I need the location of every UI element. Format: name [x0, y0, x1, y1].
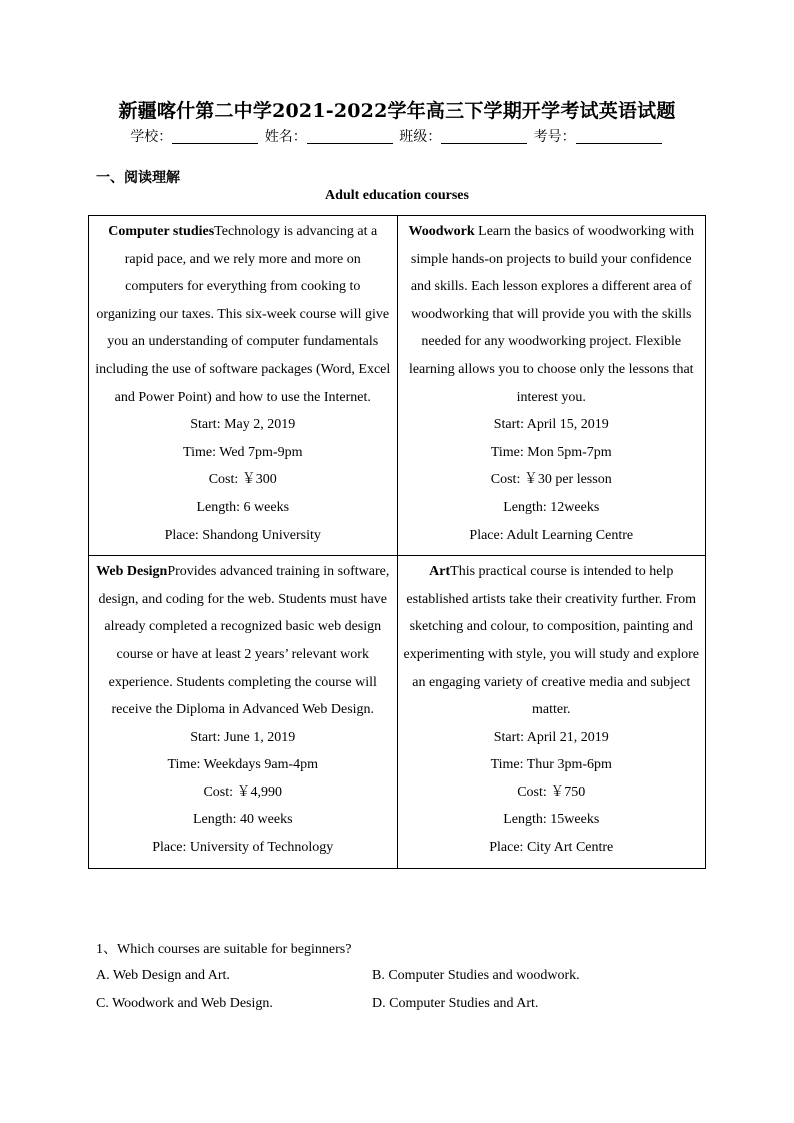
course-description	[95, 218, 391, 411]
course-length: Length: 12weeks	[503, 499, 600, 515]
course-desc-text: Learn the basics of woodworking with simple hands-on projects to build your confidence and skills. Each lesson explores a different area of woodworking that will provide you with the skills needed for any woodworking project. Flexible learning allows you to choose only the lessons that interest you.	[408, 224, 694, 405]
course-start: Start: May 2, 2019	[190, 417, 296, 433]
course-cost: Cost: ￥4,990	[203, 784, 283, 800]
student-info-line	[0, 126, 794, 146]
course-cell-web-design	[89, 556, 398, 869]
course-description	[404, 558, 700, 724]
name-label: 姓名：	[264, 129, 307, 145]
table-row	[89, 216, 706, 556]
course-cost: Cost: ￥750	[517, 784, 586, 800]
class-blank[interactable]	[441, 129, 527, 144]
course-place: Place: University of Technology	[152, 840, 334, 856]
courses-table	[88, 215, 706, 869]
course-start: Start: April 21, 2019	[493, 729, 609, 745]
course-length: Length: 15weeks	[503, 812, 600, 828]
course-place: Place: Adult Learning Centre	[469, 527, 634, 543]
course-time: Time: Mon 5pm-7pm	[490, 444, 612, 460]
passage-title: Adult education courses	[325, 188, 469, 203]
course-place: Place: City Art Centre	[489, 840, 614, 856]
course-name: Art	[429, 564, 451, 580]
exam-title: 新疆喀什第二中学2021-2022学年高三下学期开学考试英语试题	[118, 100, 676, 122]
course-cost: Cost: ￥30 per lesson	[490, 472, 612, 488]
number-blank[interactable]	[576, 129, 662, 144]
question-text: 1、Which courses are suitable for beginners?	[96, 942, 352, 957]
course-length: Length: 40 weeks	[192, 812, 293, 828]
school-blank[interactable]	[172, 129, 258, 144]
course-desc-text: This practical course is intended to help established artists take their creativity further. From sketching and colour, to composition, painting and experimenting with style, you will study and explore an engaging variety of creative media and subject matter.	[403, 564, 700, 718]
option-d[interactable]: D. Computer Studies and Art.	[372, 996, 539, 1011]
course-desc-text: Provides advanced training in software, design, and coding for the web. Students must have already completed a recognized basic web design course or have at least 2 years’ relevant work experience. Students completing the course will receive the Diploma in Advanced Web Design.	[98, 564, 390, 718]
course-cost: Cost: ￥300	[208, 472, 277, 488]
course-cell-computer-studies	[89, 216, 398, 556]
table-row	[89, 556, 706, 869]
course-time: Time: Weekdays 9am-4pm	[167, 757, 319, 773]
section-heading: 一、阅读理解	[96, 170, 180, 186]
course-cell-woodwork	[397, 216, 706, 556]
name-blank[interactable]	[307, 129, 393, 144]
course-name: Woodwork	[408, 224, 475, 239]
course-length: Length: 6 weeks	[196, 499, 290, 515]
course-name: Computer studies	[108, 224, 215, 239]
course-start: Start: April 15, 2019	[493, 417, 609, 433]
course-time: Time: Thur 3pm-6pm	[490, 757, 612, 773]
course-cell-art	[397, 556, 706, 869]
course-place: Place: Shandong University	[164, 527, 321, 543]
option-b[interactable]: B. Computer Studies and woodwork.	[372, 968, 580, 983]
course-start: Start: June 1, 2019	[190, 729, 296, 745]
course-desc-text: Technology is advancing at a rapid pace, and we rely more and more on computers for everything from cooking to organizing our taxes. This six-week course will give you an understanding of computer fundamentals including the use of software packages (Word, Excel and Power Point) and how to use the Internet.	[95, 224, 391, 405]
number-label: 考号：	[533, 129, 576, 145]
course-description	[95, 558, 391, 724]
school-label: 学校：	[130, 129, 173, 145]
course-name: Web Design	[96, 564, 168, 580]
option-a[interactable]: A. Web Design and Art.	[96, 968, 230, 983]
course-description	[404, 218, 700, 411]
class-label: 班级：	[399, 129, 442, 145]
option-c[interactable]: C. Woodwork and Web Design.	[96, 996, 273, 1011]
course-time: Time: Wed 7pm-9pm	[183, 444, 303, 460]
